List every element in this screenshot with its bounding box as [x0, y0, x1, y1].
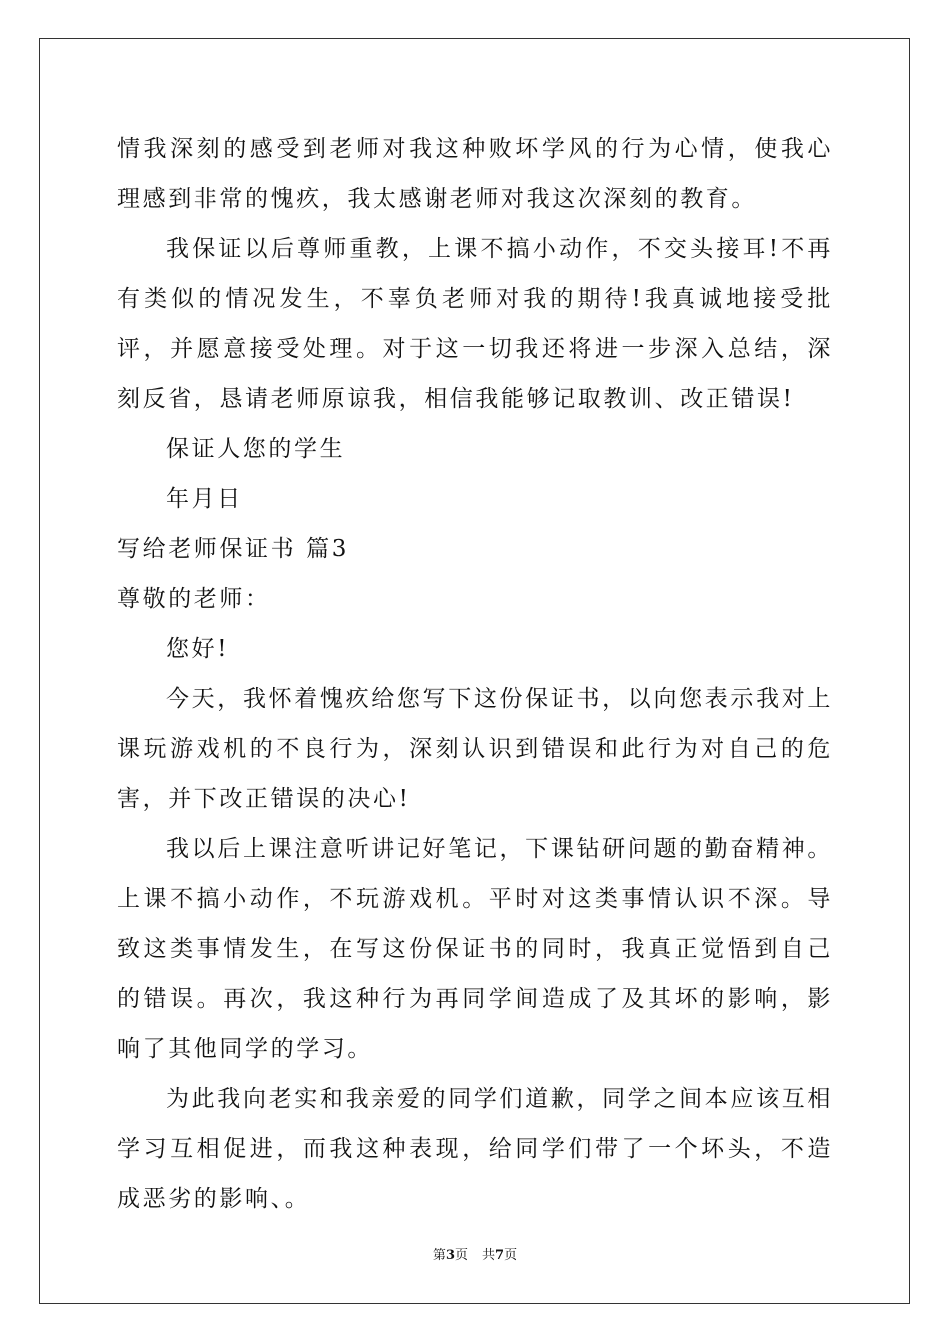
paragraph-1: 情我深刻的感受到老师对我这种败坏学风的行为心情，使我心理感到非常的愧疚，我太感谢老师对我这次深刻的教育。 — [117, 136, 833, 212]
signature-line: 保证人您的学生 — [166, 436, 346, 462]
page-footer — [0, 1246, 950, 1266]
page-prefix: 第 — [432, 1248, 446, 1263]
paragraph-2: 我保证以后尊师重教，上课不搞小动作，不交头接耳!不再有类似的情况发生，不辜负老师对我的期待!我真诚地接受批评，并愿意接受处理。对于这一切我还将进一步深入总结，深刻反省，恳请老师原谅我，相信我能够记取教训、改正错误! — [117, 236, 833, 412]
total-suffix: 页 — [504, 1248, 518, 1263]
section-title: 写给老师保证书 篇3 — [117, 536, 349, 562]
paragraph-3: 今天，我怀着愧疚给您写下这份保证书，以向您表示我对上课玩游戏机的不良行为，深刻认识到错误和此行为对自己的危害，并下改正错误的决心! — [117, 686, 833, 812]
total-pages: 7 — [495, 1248, 505, 1263]
total-prefix: 共 — [482, 1248, 496, 1263]
page-suffix: 页 — [454, 1248, 468, 1263]
document-body — [117, 124, 833, 1224]
paragraph-5: 为此我向老实和我亲爱的同学们道歉，同学之间本应该互相学习互相促进，而我这种表现，给同学们带了一个坏头，不造成恶劣的影响、。 — [117, 1086, 833, 1212]
paragraph-4: 我以后上课注意听讲记好笔记，下课钻研问题的勤奋精神。上课不搞小动作，不玩游戏机。平时对这类事情认识不深。导致这类事情发生，在写这份保证书的同时，我真正觉悟到自己的错误。再次，我这种行为再同学间造成了及其坏的影响，影响了其他同学的学习。 — [117, 836, 833, 1062]
date-line: 年月日 — [166, 486, 243, 512]
salutation: 尊敬的老师： — [117, 586, 271, 612]
page-number: 3 — [445, 1248, 455, 1263]
greeting: 您好! — [166, 636, 230, 662]
